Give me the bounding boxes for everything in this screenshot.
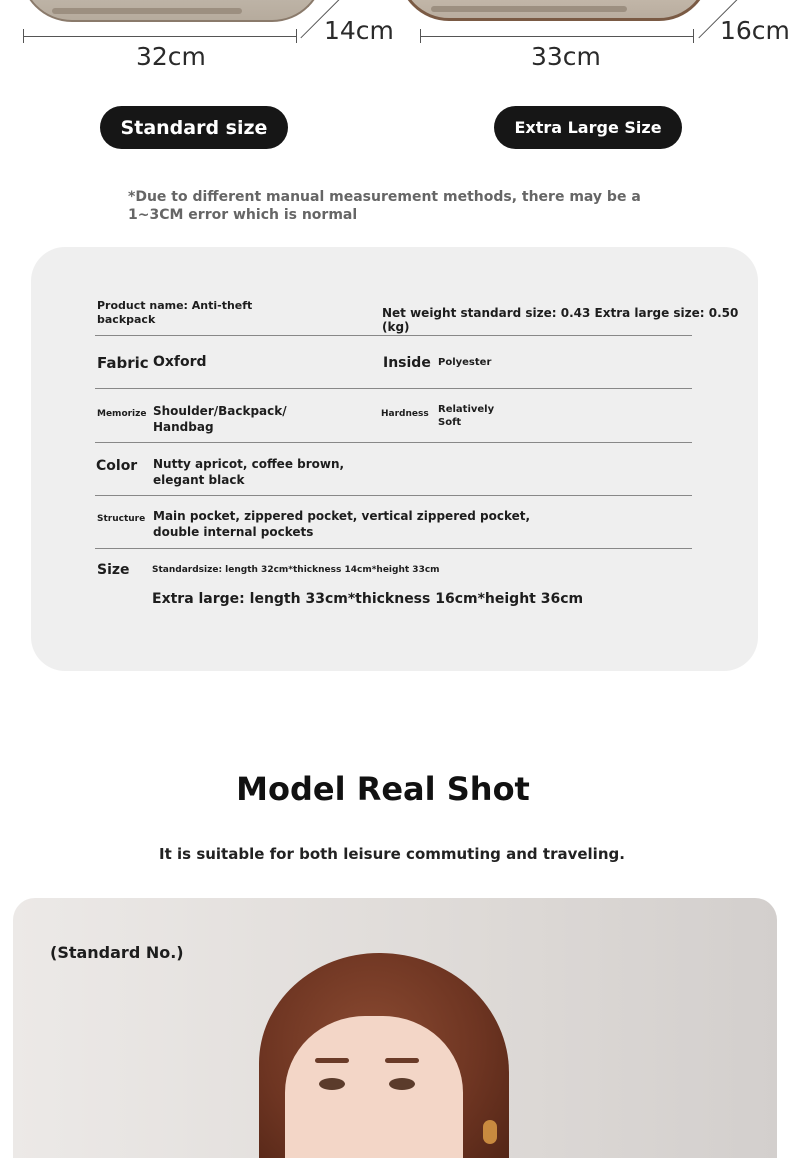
divider bbox=[95, 442, 692, 443]
divider bbox=[95, 548, 692, 549]
eye-shape bbox=[319, 1078, 345, 1090]
extra-large-width-label: 33cm bbox=[531, 42, 601, 71]
brow-shape bbox=[315, 1058, 349, 1063]
standard-width-label: 32cm bbox=[136, 42, 206, 71]
inside-label: Inside bbox=[383, 355, 431, 371]
dimension-tick bbox=[296, 29, 297, 43]
hardness-label: Hardness bbox=[381, 409, 429, 419]
section-title: Model Real Shot bbox=[236, 770, 530, 808]
section-subtitle: It is suitable for both leisure commuting and traveling. bbox=[159, 845, 625, 863]
specifications-card bbox=[31, 247, 758, 671]
color-value: Nutty apricot, coffee brown, elegant black bbox=[153, 457, 345, 487]
dimension-tick bbox=[693, 29, 694, 43]
fabric-value: Oxford bbox=[153, 354, 207, 370]
eye-shape bbox=[389, 1078, 415, 1090]
divider bbox=[95, 335, 692, 336]
extra-large-size-button[interactable]: Extra Large Size bbox=[494, 106, 682, 149]
hardness-value: Relatively Soft bbox=[438, 404, 495, 428]
inside-value: Polyester bbox=[438, 357, 492, 368]
model-face-shape bbox=[285, 1016, 463, 1158]
memorize-value: Shoulder/Backpack/ Handbag bbox=[153, 404, 287, 434]
standard-thickness-label: 14cm bbox=[324, 16, 394, 45]
structure-value: Main pocket, zippered pocket, vertical zippered pocket, double internal pockets bbox=[153, 509, 531, 539]
size-label: Size bbox=[97, 562, 130, 578]
width-dimension-line bbox=[420, 36, 693, 37]
earring-shape bbox=[483, 1120, 497, 1144]
color-label: Color bbox=[96, 458, 138, 474]
fabric-label: Fabric bbox=[97, 354, 149, 372]
size-extra-large-value: Extra large: length 33cm*thickness 16cm*height 36cm bbox=[152, 591, 584, 607]
model-photo bbox=[13, 898, 777, 1158]
divider bbox=[95, 388, 692, 389]
structure-label: Structure bbox=[97, 514, 146, 524]
backpack-extra-large-image bbox=[398, 0, 710, 21]
memorize-label: Memorize bbox=[97, 409, 147, 419]
product-name: Product name: Anti-theft backpack bbox=[97, 299, 253, 326]
width-dimension-line bbox=[23, 36, 296, 37]
measurement-note: *Due to different manual measurement methods, there may be a 1~3CM error which is normal bbox=[128, 189, 641, 223]
extra-large-thickness-label: 16cm bbox=[720, 16, 790, 45]
brow-shape bbox=[385, 1058, 419, 1063]
photo-label: (Standard No.) bbox=[50, 943, 184, 962]
size-standard-value: Standardsize: length 32cm*thickness 14cm*height 33cm bbox=[152, 565, 440, 575]
standard-size-button[interactable]: Standard size bbox=[100, 106, 288, 149]
net-weight: Net weight standard size: 0.43 Extra large size: 0.50 (kg) bbox=[382, 306, 739, 334]
divider bbox=[95, 495, 692, 496]
backpack-standard-image bbox=[20, 0, 324, 22]
